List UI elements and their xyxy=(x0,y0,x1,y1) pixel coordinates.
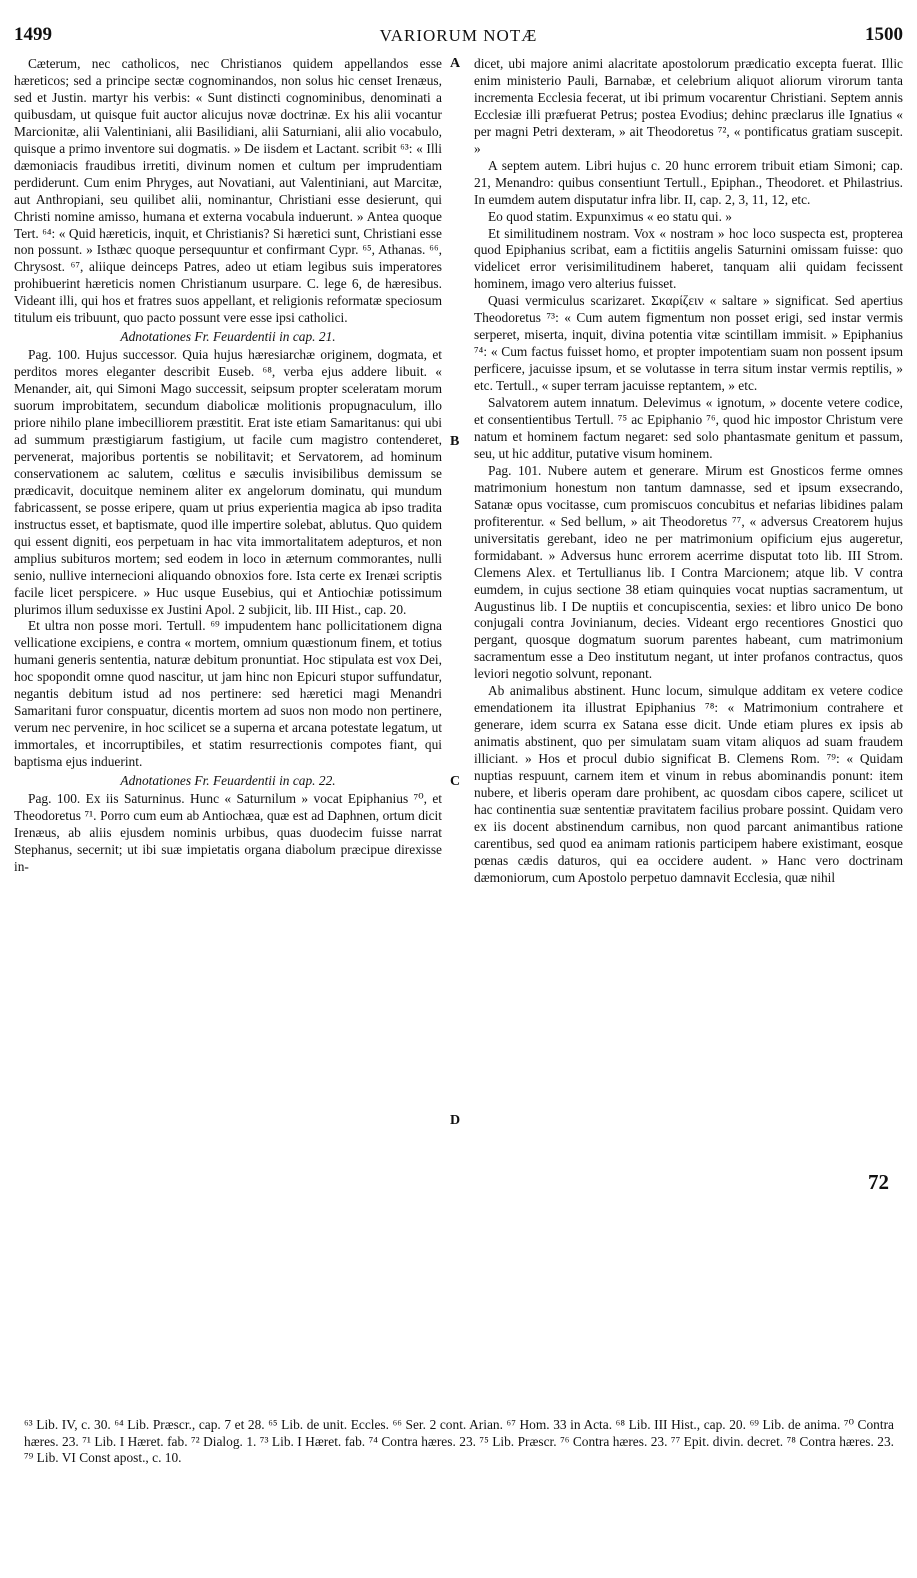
paragraph: dicet, ubi majore animi alacritate apostolorum prædicatio excepta fuerat. Illic enim ministerio Pauli, Barnabæ, et celebrium aliquot aliorum virorum tanta incrementa Ecclesia fecerat, ut ibi primum vocarentur Christiani. Septem annis Ecclesiæ illi præfuerat Petrus; postea Evodius; dehinc præclarus ille Ignatius « per magni Petri dexteram, » ait Theodoretus ⁷², « pontificatus gratiam suscepit. » xyxy=(474,56,903,156)
right-page-number: 1500 xyxy=(865,24,903,45)
paragraph: Eo quod statim. Expunximus « eo statu qui. » xyxy=(488,208,732,224)
page-header xyxy=(14,24,903,50)
column-number: 72 xyxy=(868,1170,889,1194)
margin-marker-d: D xyxy=(450,1113,461,1128)
footnote-line: ⁶³ Lib. IV, c. 30. ⁶⁴ Lib. Præscr., cap. 7 et 28. ⁶⁵ Lib. de unit. Eccles. ⁶⁶ Ser. 2 cont. Arian. ⁶⁷ Hom. 33 in Acta. ⁶⁸ Lib. III Hist., cap. 20. ⁶⁹ Lib. de anima. ⁷⁰ Contra hæres. 23. ⁷¹ Lib. I Hæret. fab. ⁷² Dialog. 1. ⁷³ Lib. I Hæret. fab. ⁷⁴ Contra hæres. 23. ⁷⁵ Lib. Præscr. ⁷⁶ Contra hæres. 23. ⁷⁷ Epit. divin. decret. ⁷⁸ Contra hæres. 23. ⁷⁹ Lib. VI Const apost., c. 10. xyxy=(24,1417,894,1465)
footnotes xyxy=(24,1417,894,1467)
right-column xyxy=(474,56,903,887)
paragraph: A septem autem. Libri hujus c. 20 hunc errorem tribuit etiam Simoni; cap. 21, Menandro: quibus consentiunt Tertull., Epiphan., Theodoret. et Philastrius. In eumdem autem disputatur infra libr. II, cap. 2, 3, 11, 12, etc. xyxy=(474,157,903,207)
paragraph: Quasi vermiculus scarizaret. Σκαρίζειν « saltare » significat. Sed apertius Theodoretus ⁷³: « Cum autem figmentum non posset erigi, sed instar vermis serperet, miserta, inquit, divina potentia vitæ scintillam immisit. » Epiphanius ⁷⁴: « Cum factus fuisset homo, et propter impotentiam suam non possent ipsum perficere, jacuisse ipsum, et se volutasse in terra situm instar vermis reptilis, » etc. Tertull., « super terram jacuisse reptantem, » etc. xyxy=(474,293,903,394)
left-column xyxy=(14,56,442,876)
paragraph: Ab animalibus abstinent. Hunc locum, simulque additam ex vetere codice emendationem ita illustrat Epiphanius ⁷⁸: « Matrimonium contrahere et generare, idem scurra ex Satana esse dicit. Unde etiam plures ex ipsis ab animatis abstinent, quo per simulatam suam vitam aliquos ad suam fraudem illiciant. » Hos et procul dubio significat B. Clemens Rom. ⁷⁹: « Quidam nuptias respuunt, carnem item et vinum in rebus abominandis ponunt: item nubere, et liberis operam dare prohibent, ac quosdam cibos capere, scilicet ut hac continentia suæ sententiæ pravitatem facilius probare possint. Quidam vero ex iis docent abstinendum carnibus, non quod parcant animantibus ratione carentibus, sed quod ea animam rationis participem habere existimant, eosque pœnas cædis daturos, qui ea occidere audent. » Hanc vero doctrinam dæmoniorum, cum Apostolo perpetuo damnavit Ecclesia, quæ nihil xyxy=(474,683,903,885)
left-page-number: 1499 xyxy=(14,24,52,45)
paragraph: Salvatorem autem innatum. Delevimus « ignotum, » docente vetere codice, et consentientibus Tertull. ⁷⁵ ac Epiphanio ⁷⁶, quod hic impostor Christum vere natum et hominem factum negaret: sed solo phantasmate genitum et passum, seu, ut hic additur, putative visum hominem. xyxy=(474,395,903,461)
paragraph: Pag. 101. Nubere autem et generare. Mirum est Gnosticos ferme omnes matrimonium honestum non tantum damnasse, sed et ipsum exsecrando, Satanæ opus vocitasse, cum promiscuos concubitus et nefarias libidines palam profiterentur. « Sed bellum, » ait Theodoretus ⁷⁷, « adversus Creatorem hujus universitatis gerebant, ideo ne per matrimonium opificium ejus augeretur, formidabant. » Adversus hunc errorem acerrime disputat toto lib. III Strom. Clemens Alex. et Tertullianus lib. I Contra Marcionem; atque lib. V contra eumdem, in cujus sectione 38 etiam quinquies vocat nuptias sacramentum, ut Augustinus lib. I De nuptiis et concupiscentia, sexies: et libro unico De bono conjugali contra Jovinianum, decies. Videant ergo recentiores Gnostici quo pergant, quosque dogmatum suorum parentes habeant, cum matrimonium sacramentum esse a Deo institutum negant, ut inter profanos contractus, quos leviori negotio solvunt, reponant. xyxy=(474,462,903,682)
margin-marker-b: B xyxy=(450,434,460,449)
paragraph: Pag. 100. Hujus successor. Quia hujus hæresiarchæ originem, dogmata, et perditos mores eleganter describit Euseb. ⁶⁸, verba ejus addere libuit. « Menander, ait, qui Simoni Mago successit, seipsum propter sceleratam morum suorum improbitatem, secundum diabolicæ molitionis propugnaculum, illo priore nihilo plane imbecilliorem præstitit. Erat iste etiam Samaritanus: qui ubi ad summum præstigiarum fastigium, ut facile cum magistro contenderet, pervenerat, majoribus portentis se nobilitavit; et Servatorem, ad hominum conservationem ac salutem, cœlitus e sæculis invisibilibus demissum se prædicavit, docuitque neminem aliter ex angelorum dominatu, qui mundum fabricassent, se posse eripere, quam ut prius experientia magica ab ipso tradita instructus esset, et baptismate, quod ille impertire solebat, ablutus. Quo quidem qui essent digniti, eos perpetuam in hac vita immortalitatem adepturos, et non amplius subituros mortem; sed eodem in loco in æternum commorantes, nulli senio, nullive internecioni aliquando obnoxios fore. Ista certe ex Irenæi scriptis facile licet perspicere. » Huc usque Eusebius, qui et Antiochiæ potissimum plurimos illum seduxisse ex Justini Apol. 2 subjicit, lib. III Hist., cap. 20. xyxy=(14,347,442,617)
paragraph: Et similitudinem nostram. Vox « nostram » hoc loco suspecta est, propterea quod Epiphanius scribat, eam a fictitiis angelis Saturnini omissam fuisse: quo videlicet error verisimilitudinem haberet, tanquam alii quidam fecissent hominem, imago vero alterius fuisset. xyxy=(474,225,903,292)
section-heading: Adnotationes Fr. Feuardentii in cap. 22. xyxy=(120,773,336,789)
running-title: VARIORUM NOTÆ xyxy=(379,26,538,45)
paragraph: Cæterum, nec catholicos, nec Christianos quidem appellandos esse hæreticos; sed a principe sectæ cognominandos, non solus hic censet Irenæus, sed et Justin. martyr his verbis: « Sunt distincti cognominibus, denominati a quibusdam, ut quisque fuit auctor alicujus novæ doctrinæ. Ex his alii vocantur Marcionitæ, alii Valentiniani, alii Basilidiani, alii Saturniani, alii alio vocabulo, quisque a primo inventore sui dogmatis. » De iisdem et Lactant. scribit ⁶³: « Illi dæmoniacis fraudibus irretiti, divinum nomen et cultum per imprudentiam perdiderunt. Cum enim Phryges, aut Novatiani, aut Valentiniani, aut Marcitæ, aut Anthropiani, seu quilibet alii, nominantur, Christiani esse desierunt, qui Christi nomine amisso, humana et externa vocabula induerunt. » Antea quoque Tert. ⁶⁴: « Quid hæreticis, inquit, et Christianis? Si hæretici sunt, Christiani esse non possunt. » Isthæc quoque persequuntur et confirmant Cypr. ⁶⁵, Athanas. ⁶⁶, Chrysost. ⁶⁷, aliique deinceps Patres, adeo ut etiam legibus suis imperatores prohibuerint hæreticis nomen Christianum usurpare. C. lege 6, de hæresibus. Videant illi, qui hos et fratres suos appellant, et religionis reformatæ speciosum titulum eis tribuunt, quo pacto possunt vere esse ipsi catholici. xyxy=(14,56,442,326)
section-heading: Adnotationes Fr. Feuardentii in cap. 21. xyxy=(120,329,336,345)
margin-marker-a: A xyxy=(450,56,461,71)
paragraph: Pag. 100. Ex iis Saturninus. Hunc « Saturnilum » vocat Epiphanius ⁷⁰, et Theodoretus ⁷¹. Porro cum eum ab Antiochæa, quæ est ad Daphnen, ortum dicit Irenæus, ab aliis ejusdem nominis urbibus, quas duodecim fuisse narrat Stephanus, secernit; ut ibi suæ impietatis organa diabolum præcipue direxisse in- xyxy=(14,790,442,874)
paragraph: Et ultra non posse mori. Tertull. ⁶⁹ impudentem hanc pollicitationem digna vellicatione excipiens, e contra « mortem, omnium quæstionum finem, et totius humani generis sententia, naturæ debitum pronuntiat. Hoc stipulata est vox Dei, hoc spopondit omne quod nascitur, ut jam hinc non Epicuri stupor suffundatur, negantis debitum istud ad nos pertinere: sed hæretici magi Menandri Samaritani furor conspuatur, dicentis mortem ad suos non modo non pertinere, verum nec pervenire, in hoc scilicet se a superna et arcana potestate legatum, ut immortales, et incorruptibiles, et statim resurrectionis compotes fiant, qui baptisma ejus induerint. xyxy=(14,618,442,770)
margin-marker-c: C xyxy=(450,774,461,789)
